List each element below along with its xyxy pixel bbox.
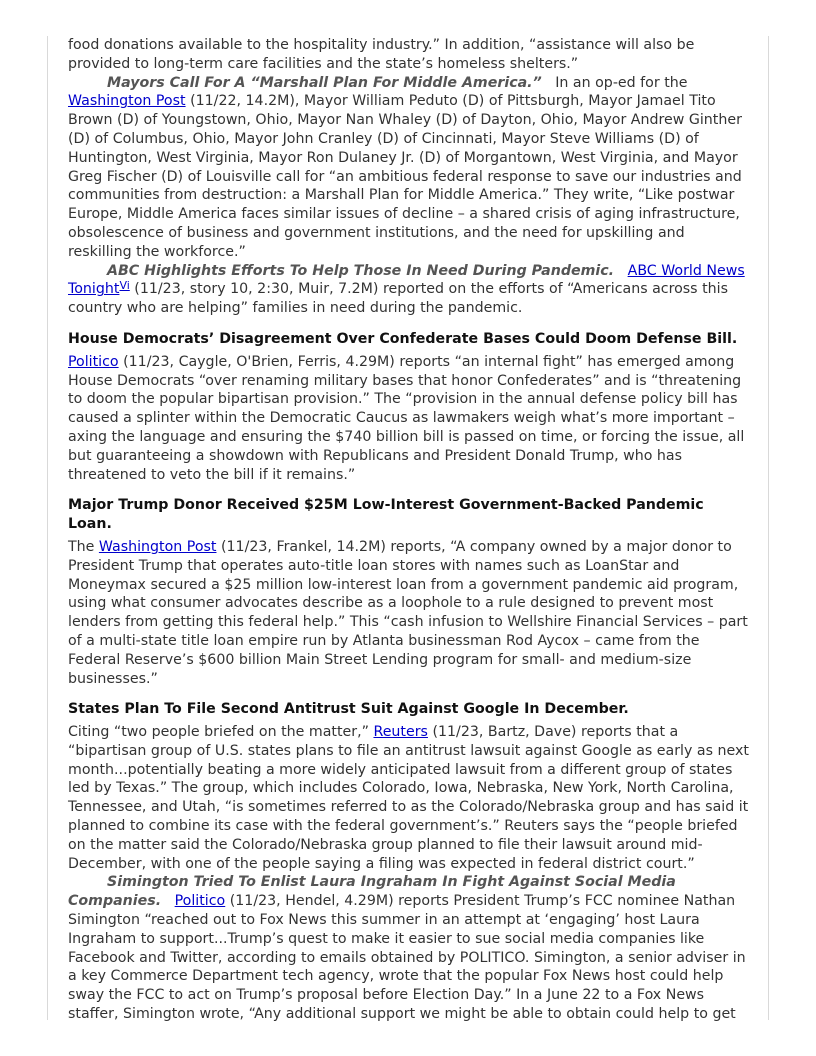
paragraph-marshall-plan xyxy=(68,74,750,262)
video-link[interactable]: Vi xyxy=(119,279,130,293)
paragraph-text: (11/23, Frankel, 14.2M) reports, “A company owned by a major donor to President Trump that operates auto-title loan stores with names such as LoanStar and Moneymax secured a $25 million low-interest loan from a government pandemic aid program, using what consumer advocates describe as a loophole to a rule designed to prevent most lenders from getting this federal help.” This “cash infusion to Wellshire Financial Services – part of a multi-state title loan empire run by Atlanta businessman Rod Aycox – came from the Federal Reserve’s $600 billion Main Street Lending program for small- and medium-size businesses.” xyxy=(68,538,748,687)
washington-post-link[interactable]: Washington Post xyxy=(98,538,217,555)
subheading-marshall-plan: Mayors Call For A “Marshall Plan For Middle America.” xyxy=(107,74,542,91)
paragraph-intro: Citing “two people briefed on the matter,” xyxy=(68,724,369,741)
paragraph-text: (11/22, 14.2M), Mayor William Peduto (D) of Pittsburgh, Mayor Jamael Tito Brown (D) of Youngstown, Ohio, Mayor Nan Whaley (D) of Dayton, Ohio, Mayor Andrew Ginther (D) of Columbus, Ohio, Mayor John Cranley (D) of Cincinnati, Mayor Steve Williams (D) of Huntington, West Virginia, Mayor Ron Dulaney Jr. (D) of Morgantown, West Virginia, and Mayor Greg Fischer (D) of Louisville call for “an ambitious federal response to save our industries and communities from destruction: a Marshall Plan for Middle America.” They write, “Like postwar Europe, Middle America faces similar issues of decline – a shared crisis of aging infrastructure, obsolescence of business and government institutions, and the need for upskilling and reskilling the workforce.” xyxy=(68,93,742,260)
paragraph-text: (11/23, Caygle, O'Brien, Ferris, 4.29M) reports “an internal fight” has emerged among House Democrats “over renaming military bases that honor Confederates” and is “threatening to doom the popular bipartisan provision.” The “provision in the annual defense policy bill has caused a splinter within the Democratic Caucus as lawmakers weigh what’s more important – axing the language and ensuring the $740 billion bill is passed on time, or forcing the issue, all but guaranteeing a showdown with Republicans and President Donald Trump, who has threatened to veto the bill if it remains.” xyxy=(68,353,745,483)
washington-post-link[interactable]: Washington Post xyxy=(68,93,186,110)
subheading-abc-highlights: ABC Highlights Efforts To Help Those In Need During Pandemic. xyxy=(107,262,615,279)
headline-confederate-bases: House Democrats’ Disagreement Over Confederate Bases Could Doom Defense Bill. xyxy=(68,330,738,347)
paragraph-text: food donations available to the hospitality industry.” In addition, “assistance will also be provided to long-term care facilities and the state’s homeless shelters.” xyxy=(68,37,695,72)
paragraph-intro: The xyxy=(68,538,95,555)
paragraph-text: (11/23, story 10, 2:30, Muir, 7.2M) reported on the efforts of “Americans across this country who are helping” families in need during the pandemic. xyxy=(68,281,728,317)
paragraph-confederate-bases xyxy=(68,353,750,485)
paragraph-trump-donor-loan xyxy=(68,538,750,688)
headline-google-antitrust: States Plan To File Second Antitrust Suit Against Google In December. xyxy=(68,701,629,718)
politico-link[interactable]: Politico xyxy=(174,893,226,910)
paragraph-google-antitrust xyxy=(68,723,750,873)
document-page xyxy=(68,36,750,1024)
reuters-link[interactable]: Reuters xyxy=(373,724,428,741)
left-margin-rule xyxy=(47,36,48,1020)
paragraph-abc-highlights xyxy=(68,262,750,318)
right-margin-rule xyxy=(768,36,769,1020)
headline-trump-donor-loan: Major Trump Donor Received $25M Low-Interest Government-Backed Pandemic Loan. xyxy=(68,497,704,533)
abc-world-news-link[interactable]: ABC World News Tonight xyxy=(68,262,745,298)
paragraph-text: (11/23, Hendel, 4.29M) reports President Trump’s FCC nominee Nathan Simington “reached out to Fox News this summer in an attempt at ‘engaging’ host Laura Ingraham to support...Trump’s quest to make it easier to sue social media companies like Facebook and Twitter, according to emails obtained by POLITICO. Simington, a senior adviser in a key Commerce Department tech agency, wrote that the popular Fox News host could help sway the FCC to act on Trump’s proposal before Election Day.” In a June 22 to a Fox News staffer, Simington wrote, “Any additional support we might be able to obtain could help to get xyxy=(68,893,746,1023)
paragraph-simington xyxy=(68,873,750,1023)
politico-link[interactable]: Politico xyxy=(68,353,119,370)
paragraph-intro: In an op-ed for the xyxy=(555,74,688,91)
paragraph-continued xyxy=(68,36,750,74)
subheading-simington: Simington Tried To Enlist Laura Ingraham In Fight Against Social Media Companies. xyxy=(68,874,676,910)
paragraph-text: (11/23, Bartz, Dave) reports that a “bipartisan group of U.S. states plans to file an antitrust lawsuit against Google as early as next month...potentially beating a more widely anticipated lawsuit from a different group of states led by Texas.” The group, which includes Colorado, Iowa, Nebraska, New York, North Carolina, Tennessee, and Utah, “is sometimes referred to as the Colorado/Nebraska group and has said it planned to combine its case with the federal government’s.” Reuters says the “people briefed on the matter said the Colorado/Nebraska group planned to file their lawsuit around mid-December, with one of the people saying a filing was expected in federal district court.” xyxy=(68,724,749,872)
